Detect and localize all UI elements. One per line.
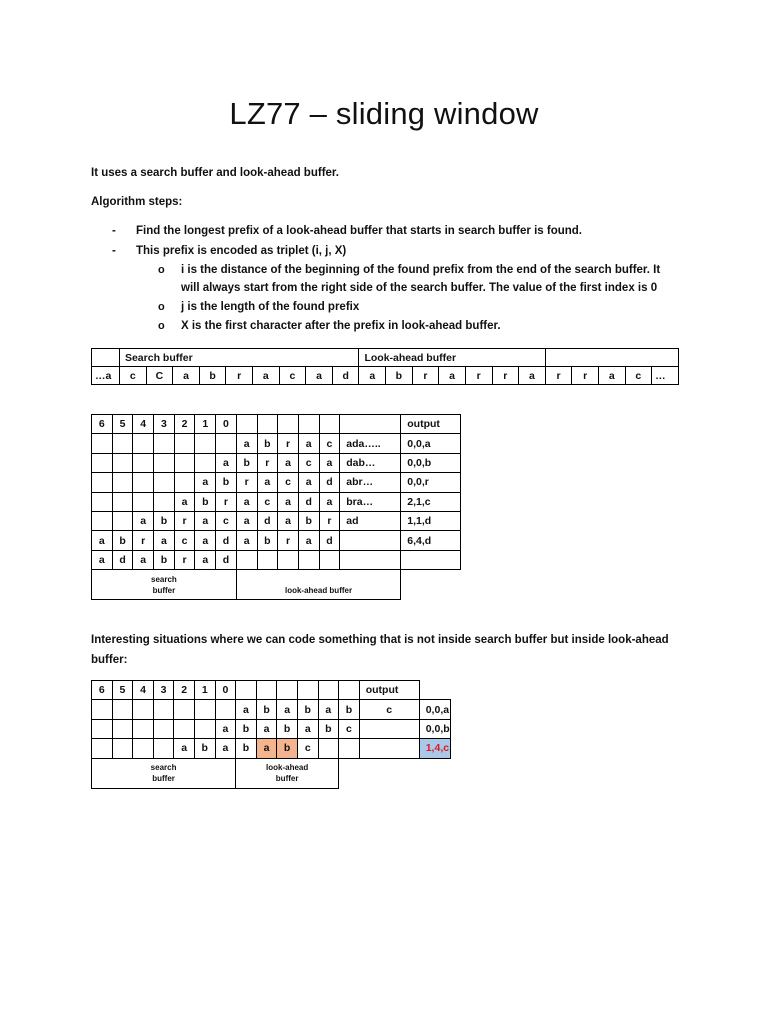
table-cell: c xyxy=(298,453,319,472)
table-row xyxy=(92,492,461,511)
buffer-cell: c xyxy=(625,367,652,385)
header-cell: output xyxy=(401,415,461,434)
buffer-blank-cell xyxy=(545,349,678,367)
table-cell: a xyxy=(174,492,195,511)
table-cell: b xyxy=(154,511,175,530)
buffer-cell: C xyxy=(146,367,173,385)
buffer-cell: r xyxy=(226,367,253,385)
buffer-cell: …a xyxy=(92,367,120,385)
table-cell: a xyxy=(278,453,299,472)
table-cell xyxy=(359,739,419,758)
table-cell: b xyxy=(194,739,215,758)
table-cell: r xyxy=(174,550,195,569)
table-cell: a xyxy=(278,492,299,511)
table-cell xyxy=(92,739,113,758)
header-cell xyxy=(277,681,298,700)
table-cell: a xyxy=(298,531,319,550)
buffer-cell: … xyxy=(652,367,679,385)
lz77-example-table xyxy=(91,414,461,600)
table-cell: abr… xyxy=(340,473,401,492)
table-cell xyxy=(278,550,299,569)
sub-step-1: i is the distance of the beginning of the found prefix from the end of the search buffer. It xyxy=(181,264,661,276)
table-cell: a xyxy=(298,473,319,492)
table-cell: b xyxy=(257,434,278,453)
table-cell xyxy=(92,434,113,453)
step-2: This prefix is encoded as triplet (i, j, X) xyxy=(136,245,347,257)
header-cell xyxy=(257,415,278,434)
table-cell xyxy=(195,434,216,453)
table-cell: dab… xyxy=(340,453,401,472)
search-buffer-label: Search buffer xyxy=(119,349,358,367)
table-cell xyxy=(92,492,113,511)
table-cell xyxy=(318,739,339,758)
table-cell xyxy=(194,719,215,738)
table-cell: r xyxy=(257,453,278,472)
table-cell: a xyxy=(298,434,319,453)
table-cell: b xyxy=(236,719,257,738)
table-cell: a xyxy=(256,739,277,758)
table-cell: b xyxy=(236,739,257,758)
buffer-table xyxy=(91,348,679,385)
table-row xyxy=(92,511,461,530)
table-cell: b xyxy=(257,531,278,550)
table-cell: a xyxy=(318,700,339,719)
sub-step-3: X is the first character after the prefix in look-ahead buffer. xyxy=(181,320,501,332)
table-cell xyxy=(339,739,360,758)
table-cell: a xyxy=(216,453,237,472)
table-cell: a xyxy=(257,473,278,492)
lookahead-buffer-caption: look-ahead buffer xyxy=(236,570,400,600)
table-cell xyxy=(92,700,113,719)
header-cell xyxy=(298,415,319,434)
table-cell: a xyxy=(236,434,257,453)
table-cell xyxy=(133,739,154,758)
table-cell: b xyxy=(277,739,298,758)
table-cell xyxy=(154,492,175,511)
table-cell: bra… xyxy=(340,492,401,511)
header-cell xyxy=(339,681,360,700)
table-cell: r xyxy=(216,492,237,511)
table-cell: 0,0,r xyxy=(401,473,461,492)
table-cell: 2,1,c xyxy=(401,492,461,511)
header-cell xyxy=(278,415,299,434)
circle-bullet: o xyxy=(158,320,165,332)
table-row xyxy=(92,453,461,472)
table-cell xyxy=(112,739,133,758)
table-row xyxy=(92,434,461,453)
table-cell: c xyxy=(257,492,278,511)
buffer-cell: a xyxy=(439,367,466,385)
table-cell: ada….. xyxy=(340,434,401,453)
table-cell xyxy=(92,719,113,738)
page-title: LZ77 – sliding window xyxy=(229,96,539,131)
table-cell: r xyxy=(174,511,195,530)
table-row xyxy=(92,700,451,719)
table-cell xyxy=(194,700,215,719)
table-cell xyxy=(133,434,154,453)
table-cell xyxy=(133,719,154,738)
table-cell: c xyxy=(216,511,237,530)
header-cell: 0 xyxy=(216,415,237,434)
header-cell xyxy=(236,415,257,434)
header-cell: 4 xyxy=(133,681,154,700)
table-cell xyxy=(112,473,133,492)
table-cell xyxy=(153,719,174,738)
table-cell: b xyxy=(318,719,339,738)
header-cell xyxy=(297,681,318,700)
table-cell: a xyxy=(133,511,154,530)
table-cell xyxy=(174,700,195,719)
header-cell: 0 xyxy=(215,681,236,700)
table-cell: r xyxy=(319,511,340,530)
table-cell: d xyxy=(216,550,237,569)
table-cell xyxy=(112,453,133,472)
header-cell: 3 xyxy=(153,681,174,700)
table-cell xyxy=(154,453,175,472)
table-cell: a xyxy=(236,531,257,550)
table-cell: b xyxy=(297,700,318,719)
buffer-cell: a xyxy=(306,367,333,385)
buffer-cell: b xyxy=(199,367,226,385)
table-row xyxy=(92,739,451,758)
table-cell xyxy=(112,719,133,738)
header-cell xyxy=(318,681,339,700)
table-row xyxy=(92,473,461,492)
header-cell xyxy=(319,415,340,434)
table-cell: r xyxy=(278,531,299,550)
table-cell xyxy=(153,700,174,719)
intro-text: It uses a search buffer and look-ahead buffer. xyxy=(91,167,339,179)
table-cell xyxy=(154,434,175,453)
table-cell: c xyxy=(359,700,419,719)
table-cell xyxy=(216,434,237,453)
table-cell: 0,0,b xyxy=(401,453,461,472)
table-cell: r xyxy=(133,531,154,550)
table-cell: b xyxy=(112,531,133,550)
header-cell: 1 xyxy=(195,415,216,434)
header-cell: 5 xyxy=(112,681,133,700)
sub-step-2: j is the length of the found prefix xyxy=(181,301,360,313)
table-cell xyxy=(92,453,113,472)
table-cell: a xyxy=(92,531,113,550)
table-cell xyxy=(401,550,461,569)
table-row xyxy=(92,531,461,550)
table-cell: d xyxy=(298,492,319,511)
table-cell xyxy=(92,511,113,530)
table-cell xyxy=(174,473,195,492)
buffer-cell: d xyxy=(332,367,359,385)
header-cell xyxy=(340,415,401,434)
table-cell: c xyxy=(297,739,318,758)
table-cell xyxy=(153,739,174,758)
table-cell: a xyxy=(195,531,216,550)
table-cell xyxy=(174,719,195,738)
table-cell: 1,4,c xyxy=(419,739,450,758)
buffer-cell: r xyxy=(545,367,572,385)
table-cell: a xyxy=(277,700,298,719)
table-cell xyxy=(92,473,113,492)
table-cell: ad xyxy=(340,511,401,530)
table-cell: r xyxy=(278,434,299,453)
buffer-cell: a xyxy=(173,367,200,385)
table-cell: b xyxy=(277,719,298,738)
table-cell xyxy=(133,473,154,492)
table-cell: 0,0,a xyxy=(419,700,450,719)
buffer-cell: r xyxy=(465,367,492,385)
table-cell: a xyxy=(195,511,216,530)
table-cell: d xyxy=(257,511,278,530)
buffer-cell: a xyxy=(598,367,625,385)
table-cell: d xyxy=(319,473,340,492)
table-cell: d xyxy=(112,550,133,569)
table-cell: b xyxy=(195,492,216,511)
steps-heading: Algorithm steps: xyxy=(91,196,183,208)
header-cell xyxy=(256,681,277,700)
lookahead-buffer-label: Look-ahead buffer xyxy=(359,349,545,367)
table-cell: c xyxy=(339,719,360,738)
buffer-cell: r xyxy=(572,367,599,385)
table-cell: d xyxy=(319,531,340,550)
table-cell: r xyxy=(236,473,257,492)
table-cell xyxy=(195,453,216,472)
table-cell: c xyxy=(319,434,340,453)
table-cell: 0,0,b xyxy=(419,719,450,738)
buffer-cell: a xyxy=(253,367,280,385)
table-cell: a xyxy=(319,453,340,472)
table-cell: a xyxy=(195,473,216,492)
buffer-cell: r xyxy=(412,367,439,385)
search-buffer-caption: search buffer xyxy=(92,758,236,788)
header-cell: 6 xyxy=(92,415,113,434)
table-cell: a xyxy=(195,550,216,569)
table-cell xyxy=(174,453,195,472)
table-row xyxy=(92,550,461,569)
table-cell: a xyxy=(236,492,257,511)
table-cell xyxy=(319,550,340,569)
table-row xyxy=(92,719,451,738)
table-cell: a xyxy=(92,550,113,569)
header-cell: 4 xyxy=(133,415,154,434)
buffer-cell: c xyxy=(279,367,306,385)
circle-bullet: o xyxy=(158,264,165,276)
header-cell: 1 xyxy=(194,681,215,700)
table-cell xyxy=(133,492,154,511)
table-cell xyxy=(112,511,133,530)
table-cell: a xyxy=(174,739,195,758)
table-cell: b xyxy=(339,700,360,719)
sub-step-1-cont: will always start from the right side of the search buffer. The value of the first index is 0 xyxy=(181,282,658,294)
header-cell: 2 xyxy=(174,681,195,700)
table-cell: a xyxy=(154,531,175,550)
header-cell: 5 xyxy=(112,415,133,434)
table-cell xyxy=(174,434,195,453)
buffer-blank-cell xyxy=(92,349,120,367)
table-cell: a xyxy=(215,739,236,758)
table-cell: 0,0,a xyxy=(401,434,461,453)
table-cell xyxy=(340,531,401,550)
table-cell xyxy=(154,473,175,492)
table-cell: c xyxy=(174,531,195,550)
table-cell: b xyxy=(154,550,175,569)
table-cell: a xyxy=(215,719,236,738)
search-buffer-caption: search buffer xyxy=(92,570,237,600)
table-cell: b xyxy=(236,453,257,472)
table-cell: b xyxy=(256,700,277,719)
table-cell: d xyxy=(216,531,237,550)
table-cell: 1,1,d xyxy=(401,511,461,530)
table-cell xyxy=(298,550,319,569)
buffer-cell: b xyxy=(386,367,413,385)
table-cell xyxy=(215,700,236,719)
buffer-cell: c xyxy=(119,367,146,385)
table-cell xyxy=(257,550,278,569)
table-cell: a xyxy=(278,511,299,530)
circle-bullet: o xyxy=(158,301,165,313)
header-cell: 2 xyxy=(174,415,195,434)
table-cell: a xyxy=(319,492,340,511)
table-cell xyxy=(359,719,419,738)
table-cell: a xyxy=(256,719,277,738)
step-1: Find the longest prefix of a look-ahead buffer that starts in search buffer is found. xyxy=(136,225,582,237)
table-cell: a xyxy=(236,700,257,719)
header-cell: output xyxy=(359,681,419,700)
table-cell: a xyxy=(133,550,154,569)
table-cell xyxy=(112,700,133,719)
buffer-cell: r xyxy=(492,367,519,385)
table-cell: 6,4,d xyxy=(401,531,461,550)
table-cell xyxy=(133,700,154,719)
interesting-text: Interesting situations where we can code something that is not inside search buffer but inside look-ahead buffer: xyxy=(91,634,669,666)
table-cell xyxy=(112,434,133,453)
table-cell: a xyxy=(297,719,318,738)
table-cell xyxy=(236,550,257,569)
table-cell: b xyxy=(298,511,319,530)
buffer-cell: a xyxy=(359,367,386,385)
header-cell: 6 xyxy=(92,681,113,700)
table-cell xyxy=(340,550,401,569)
dash-bullet: - xyxy=(112,225,116,237)
lz77-overlap-table xyxy=(91,680,451,789)
dash-bullet: - xyxy=(112,245,116,257)
table-cell: b xyxy=(216,473,237,492)
lookahead-buffer-caption: look-ahead buffer xyxy=(236,758,339,788)
header-cell: 3 xyxy=(154,415,175,434)
table-cell: a xyxy=(236,511,257,530)
table-cell xyxy=(133,453,154,472)
table-cell: c xyxy=(278,473,299,492)
header-cell xyxy=(236,681,257,700)
table-cell xyxy=(112,492,133,511)
buffer-cell: a xyxy=(519,367,546,385)
